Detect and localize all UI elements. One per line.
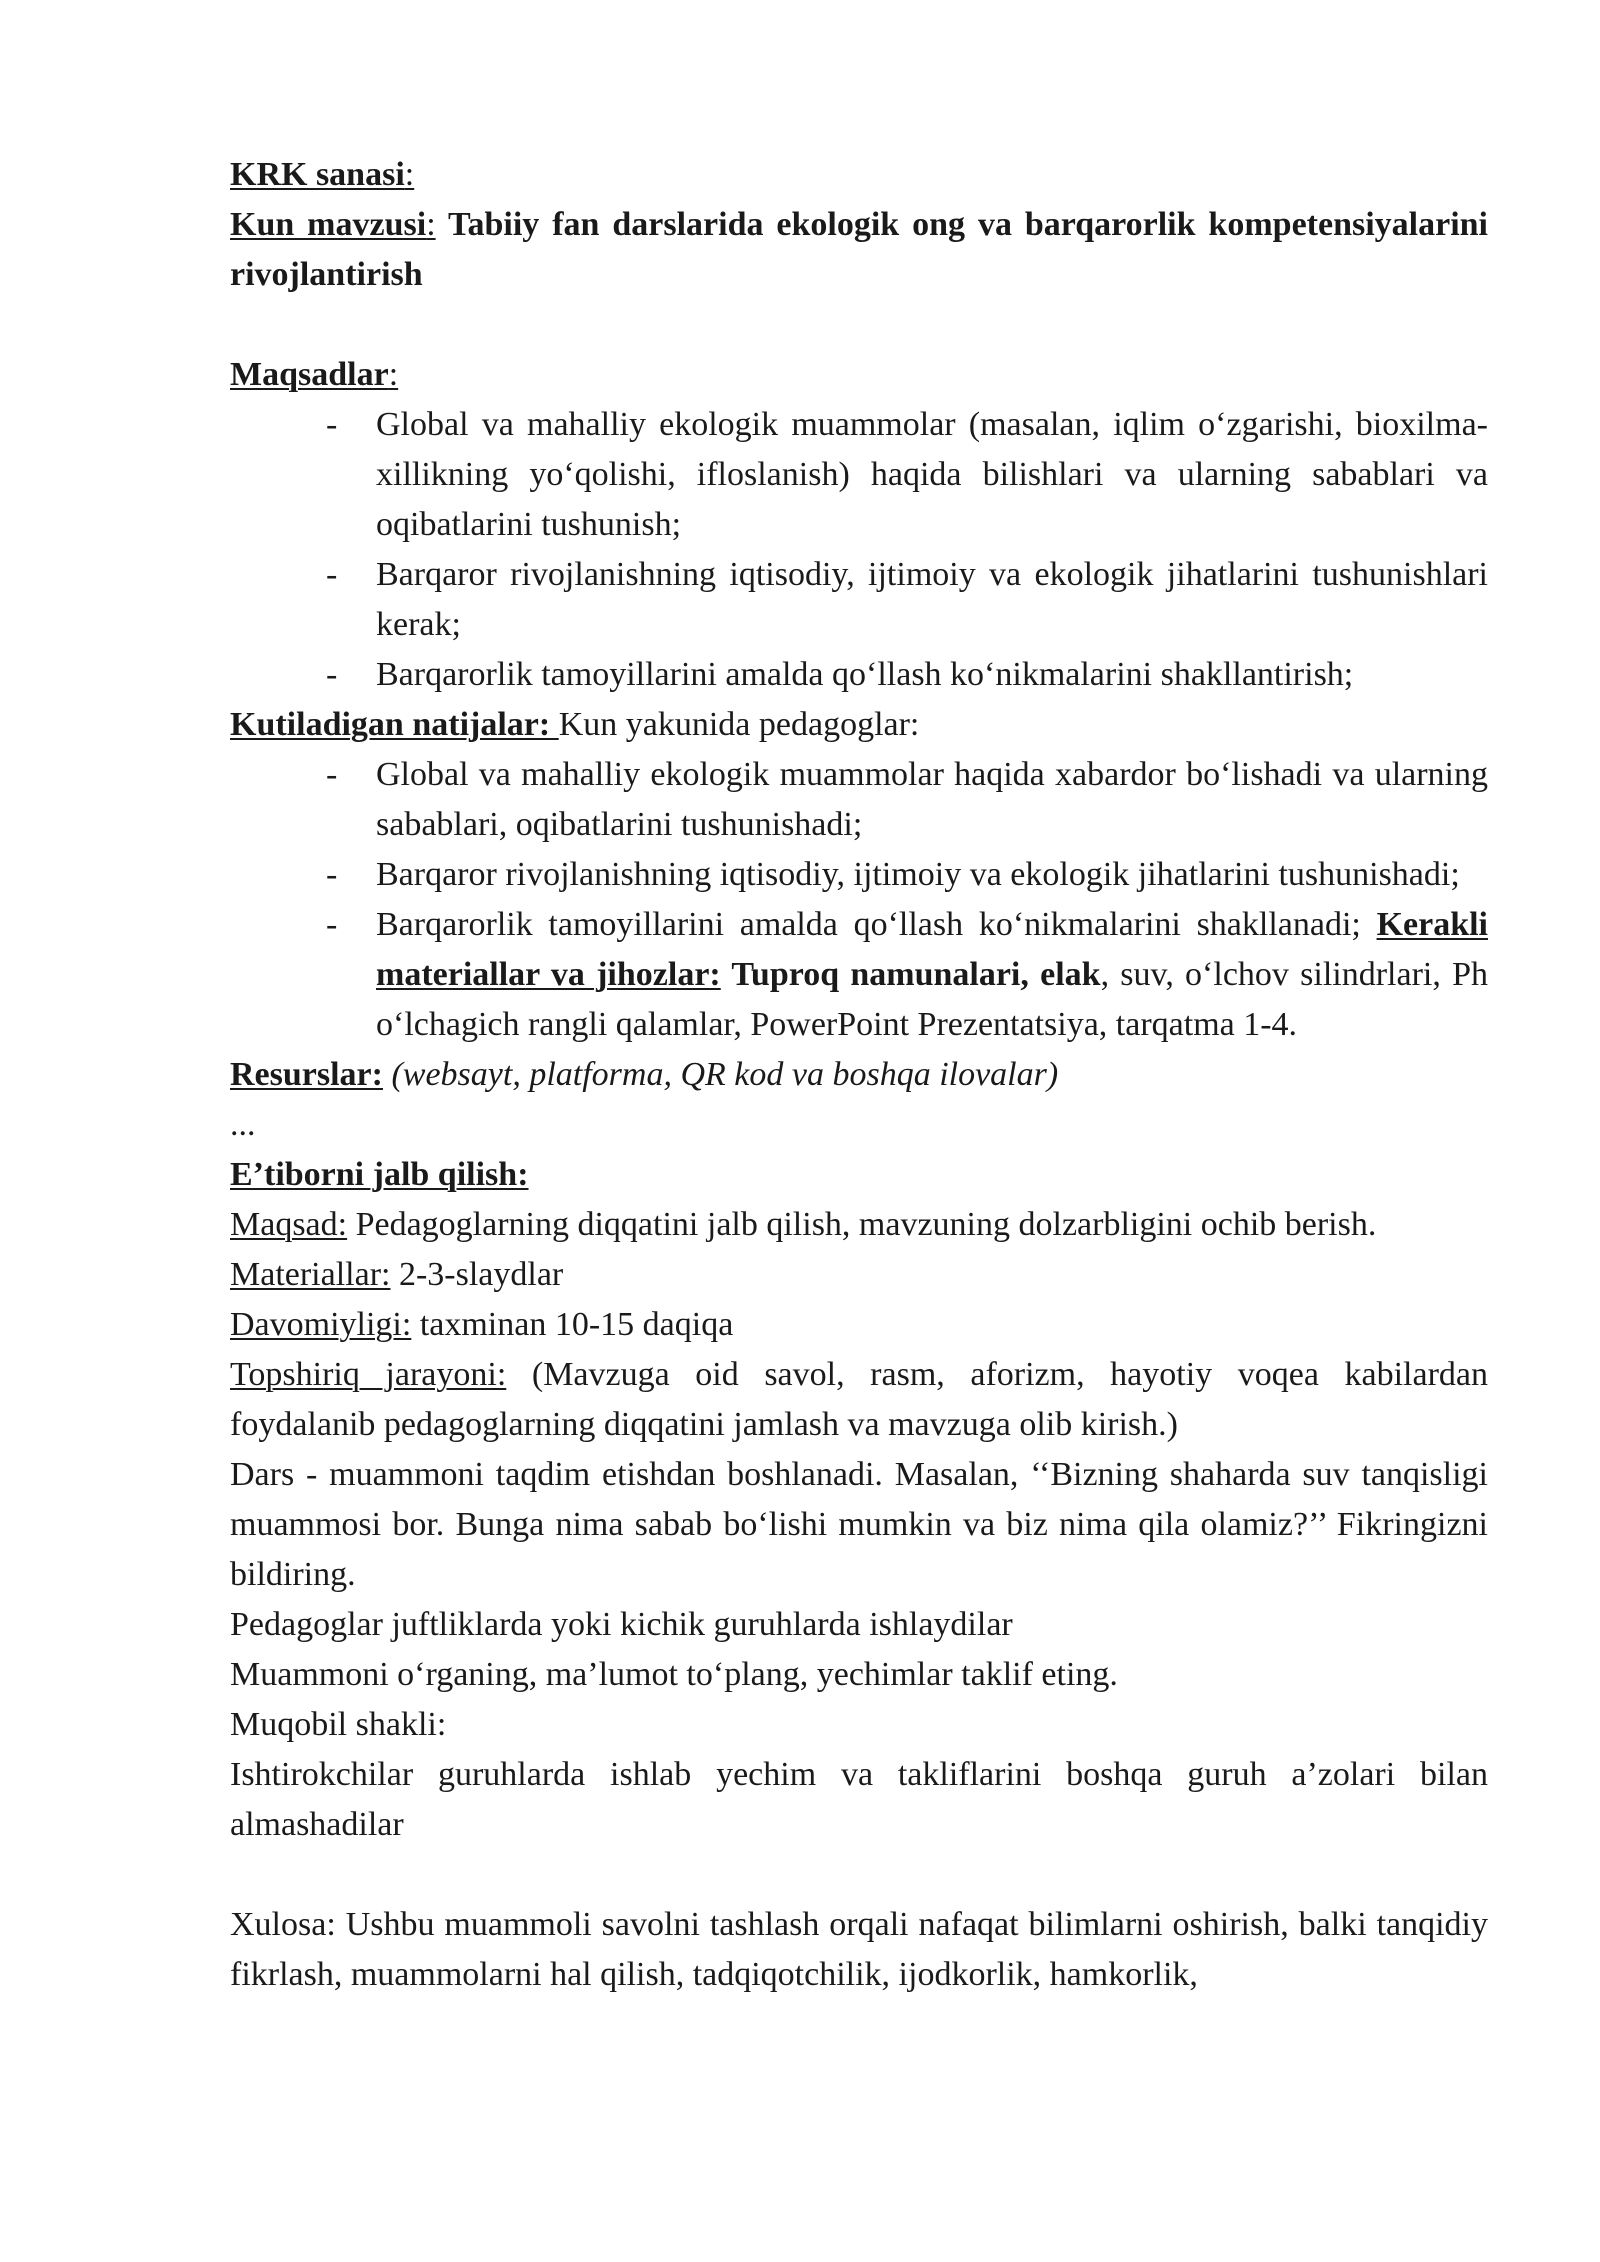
outcomes-item-last [376, 900, 1488, 1050]
attention-materials-text: 2-3-slaydlar [390, 1256, 564, 1293]
outcomes-line [230, 700, 1488, 750]
resources-line [230, 1050, 1488, 1100]
attention-materials-label: Materiallar: [230, 1256, 391, 1293]
attention-goal-text: Pedagoglarning diqqatini jalb qilish, mavzuning dolzarbligini ochib berish. [347, 1206, 1377, 1243]
krk-date-line [230, 150, 1488, 200]
topic-label: Kun mavzusi [230, 206, 427, 243]
goals-list [230, 400, 1488, 700]
materials-label: Kerakli materiallar va jihozlar: [376, 906, 1488, 993]
outcomes-list [230, 750, 1488, 1050]
spacer [230, 300, 1488, 350]
goals-item: - Barqarorlik tamoyillarini amalda qo‘llash ko‘nikmalarini shakllantirish; [376, 650, 1488, 700]
goals-item: - Global va mahalliy ekologik muammolar (masalan, iqlim o‘zgarishi, bioxilma-xillikning yo‘qolishi, ifloslanish) haqida bilishlari va ularning sabablari va oqibatlarini tushunish; [376, 400, 1488, 550]
attention-heading-line [230, 1150, 1488, 1200]
spacer [230, 1850, 1488, 1900]
topic-line [230, 200, 1488, 300]
outcomes-item: - Global va mahalliy ekologik muammolar haqida xabardor bo‘lishadi va ularning sabablari, oqibatlarini tushunishadi; [376, 750, 1488, 850]
goals-colon: : [388, 356, 399, 393]
body-paragraph: Ishtirokchilar guruhlarda ishlab yechim va takliflarini boshqa guruh a’zolari bilan almashadilar [230, 1756, 1488, 1843]
resources-label: Resurslar: [230, 1056, 383, 1093]
attention-duration [230, 1300, 1488, 1350]
attention-task [230, 1350, 1488, 1450]
goals-item: - Barqaror rivojlanishning iqtisodiy, ijtimoiy va ekologik jihatlarini tushunishlari kerak; [376, 550, 1488, 650]
body-paragraph: Pedagoglar juftliklarda yoki kichik guruhlarda ishlaydilar [230, 1606, 1013, 1643]
body-paragraph: Dars - muammoni taqdim etishdan boshlanadi. Masalan, ‘‘Bizning shaharda suv tanqisligi muammosi bor. Bunga nima sabab bo‘lishi mumkin va biz nima qila olamiz?’’ Fikringizni bildiring. [230, 1456, 1488, 1593]
outcomes-heading: Kutiladigan natijalar: [230, 706, 559, 743]
attention-duration-text: taxminan 10-15 daqiqa [411, 1306, 734, 1343]
topic-colon: : [426, 206, 436, 243]
outcomes-intro: Kun yakunida pedagoglar: [558, 706, 920, 743]
attention-materials [230, 1250, 1488, 1300]
attention-task-label: Topshiriq jarayoni: [230, 1356, 507, 1393]
krk-date-label: KRK sanasi [230, 156, 405, 193]
outcomes-item: - Barqaror rivojlanishning iqtisodiy, ijtimoiy va ekologik jihatlarini tushunishadi; [376, 850, 1488, 900]
topic-text: Tabiiy fan darslarida ekologik ong va barqarorlik kompetensiyalarini rivojlantirish [230, 206, 1489, 293]
attention-task-text: (Mavzuga oid savol, rasm, aforizm, hayotiy voqea kabilardan foydalanib pedagoglarning diqqatini jamlash va mavzuga olib kirish.) [230, 1356, 1488, 1443]
attention-heading: E’tiborni jalb qilish: [230, 1156, 529, 1193]
conclusion-paragraph: Xulosa: Ushbu muammoli savolni tashlash orqali nafaqat bilimlarni oshirish, balki tanqidiy fikrlash, muammolarni hal qilish, tadqiqotchilik, ijodkorlik, hamkorlik, [230, 1906, 1488, 1993]
goals-heading-line [230, 350, 1488, 400]
materials-bold: Tuproq namunalari, elak [720, 956, 1101, 993]
document-page [230, 150, 1488, 2000]
goals-heading: Maqsadlar [230, 356, 389, 393]
body-paragraph: Muqobil shakli: [230, 1706, 447, 1743]
attention-goal-label: Maqsad: [230, 1206, 348, 1243]
ellipsis: ... [230, 1106, 256, 1143]
materials-rest: , suv, o‘lchov silindrlari, Ph o‘lchagich rangli qalamlar, PowerPoint Prezentatsiya, tarqatma 1-4. [376, 956, 1488, 1043]
body-paragraph: Muammoni o‘rganing, ma’lumot to‘plang, yechimlar taklif eting. [230, 1656, 1118, 1693]
attention-duration-label: Davomiyligi: [230, 1306, 412, 1343]
resources-text: (websayt, platforma, QR kod va boshqa ilovalar) [382, 1056, 1059, 1093]
krk-date-colon: : [404, 156, 415, 193]
outcomes-item-text: Barqarorlik tamoyillarini amalda qo‘llash ko‘nikmalarini shakllanadi; [376, 906, 1377, 943]
attention-goal [230, 1200, 1488, 1250]
